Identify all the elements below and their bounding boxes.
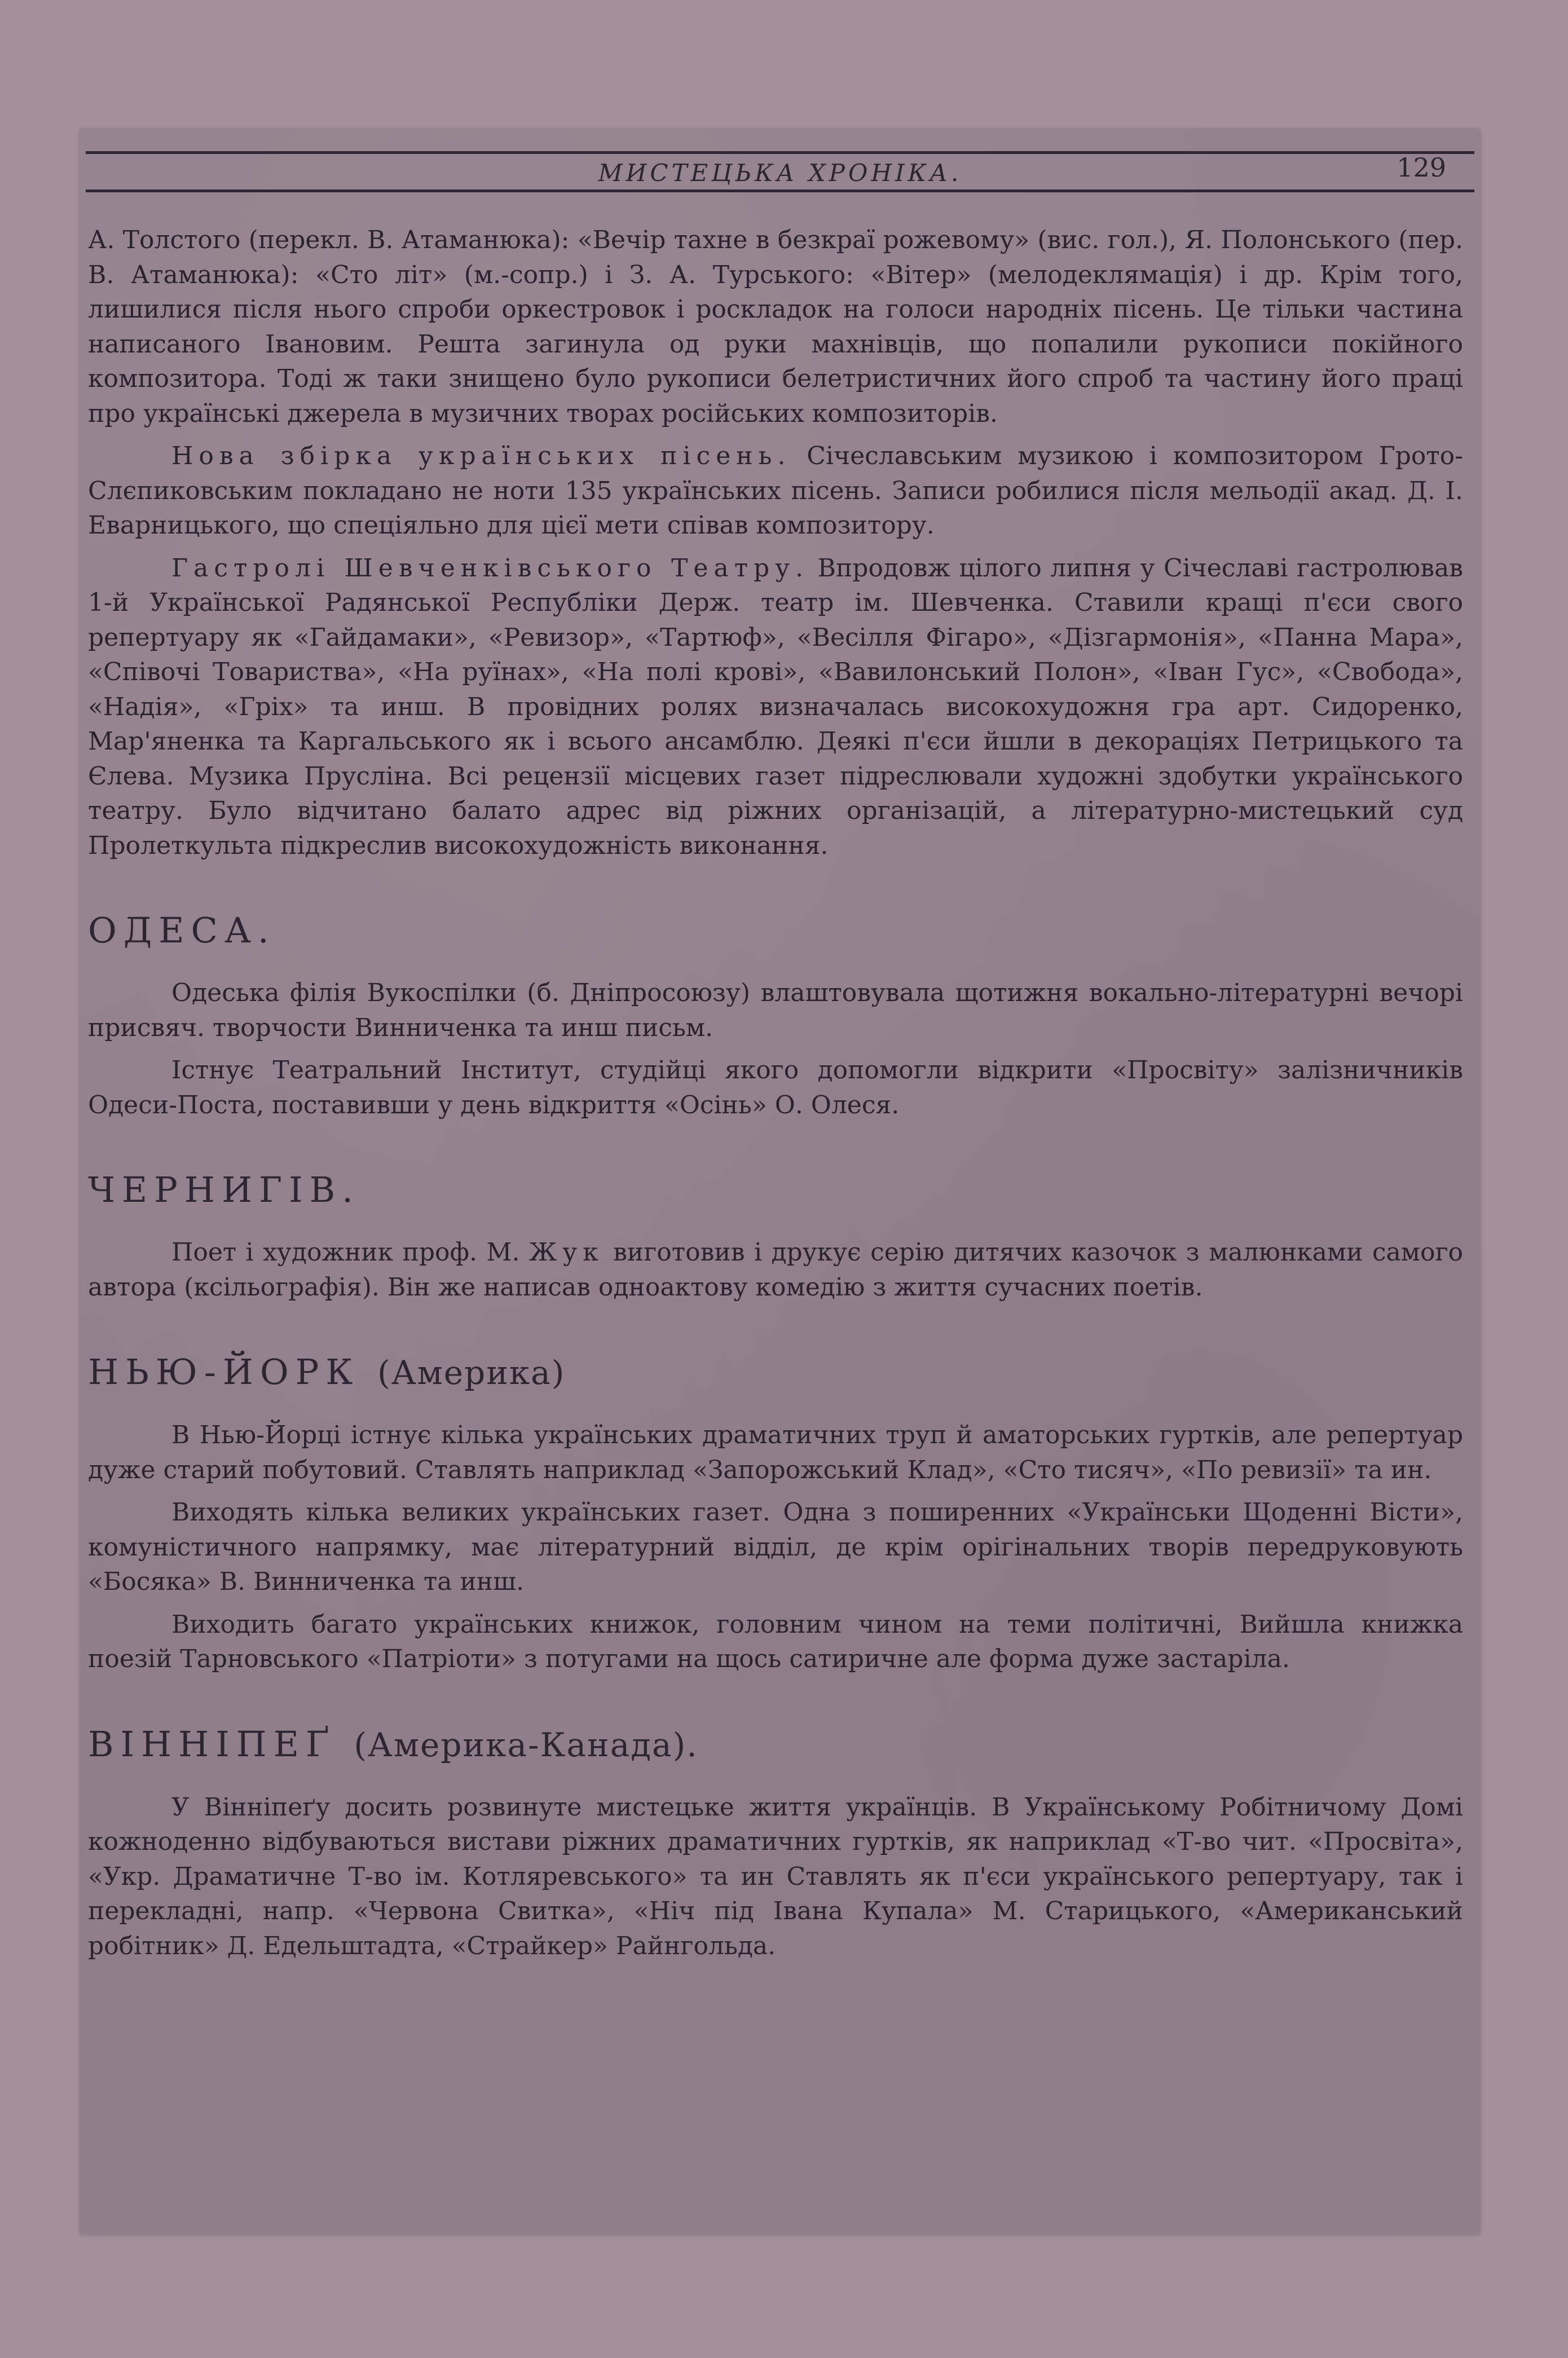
gastroli-text: Впродовж цілого липня у Січеславі гастролював 1-й Української Радянської Республіки Держ. театр ім. Шевченка. Ставили кращі п'єси свого репертуару як «Гайдамаки», «Ревизор», «Тартюф», «Весілля Фігаро», «Дізгармонія», «Панна Мара», «Співочі Товариства», «На руїнах», «На полі крові», «Вавилонський Полон», «Іван Гус», «Свобода», «Надія», «Гріх» та инш. В провідних ролях визначалась високохудожня гра арт. Сидоренко, Мар'яненка та Каргальського як і всього ансамблю. Деякі п'єси йшли в декораціях Петрицького та Єлева. Музика Пруcліна. Всі рецензії місцевих газет підреслювали художні здобутки українського театру. Було відчитано балато адрес від ріжних організацій, а літературно-мистецький суд Пролеткульта підкреслив високохудожність виконання. — [88, 553, 1463, 860]
winnipeg-heading-sub: (Америка-Канада). — [354, 1725, 698, 1764]
winnipeg-paragraph: У Вінніпеґу досить розвинуте мистецьке життя українців. В Українському Робітничому Домі кожноденно відбуваються вистави ріжних драматичних гуртків, як наприклад «Т-во чит. «Просвіта», «Укр. Драматичне Т-во ім. Котляревського» та ин Ставлять як п'єси українського репертуару, так і перекладні, напр. «Червона Свитка», «Ніч під Івана Купала» М. Старицького, «Американський робітник» Д. Едельштадта, «Страйкер» Райнгольда. — [88, 1792, 1463, 1960]
chernihiv-paragraph — [88, 1235, 1463, 1304]
running-title: МИСТЕЦЬКА ХРОНІКА. — [598, 159, 962, 187]
page-number: 129 — [1397, 152, 1446, 183]
chernihiv-text-before: Поет і художник проф. М. — [171, 1238, 529, 1267]
chernihiv-text-after: виготовив і друкує серію дитячих казочок з малюнками самого автора (ксільографія). Він же написав одноактову комедію з життя сучасних поетів. — [88, 1238, 1464, 1302]
nova-zbirka-lead: Нова збірка українських пісень. — [171, 442, 791, 470]
header-rule-top — [86, 151, 1474, 154]
gastroli-lead: Гастролі Шевченківського Театру. — [171, 553, 809, 583]
new-york-heading-sub: (Америка) — [377, 1354, 566, 1392]
nova-zbirka-text: Січеславським музикою і композитором Грото-Слєпиковським покладано не ноти 135 українських пісень. Записи робилися після мельодії акад. Д. І. Еварницького, що спеціяльно для цієї мети співав композитору. — [88, 442, 1463, 540]
nova-zbirka-paragraph — [88, 439, 1463, 543]
odesa-paragraph: Істнує Театральний Інститут, студійці якого допомогли відкрити «Просвіту» залізничників Одеси-Поста, поставивши у день відкриття «Осінь» О. Олеся. — [88, 1056, 1463, 1120]
chernihiv-heading: ЧЕРНИГІВ. — [88, 1169, 360, 1210]
gastroli-paragraph — [88, 551, 1463, 863]
winnipeg-heading — [88, 1722, 1463, 1768]
winnipeg-heading-main: ВІННІПЕҐ — [88, 1723, 336, 1765]
new-york-heading — [88, 1350, 1463, 1395]
page-content — [88, 223, 1463, 1971]
book-page — [80, 130, 1480, 2234]
new-york-paragraph: Виходять кілька великих українських газет. Одна з поширенних «Українськи Щоденні Вісти», комуністичного напрямку, має літературний відділ, де крім орігінальних творів передруковують «Босяка» В. Винниченка та инш. — [88, 1498, 1463, 1596]
header-rule-bottom — [86, 189, 1474, 192]
new-york-heading-main: НЬЮ-ЙОРК — [88, 1351, 360, 1392]
new-york-paragraph: Виходить багато українських книжок, головним чином на теми політичні, Вийшла книжка поезій Тарновського «Патріоти» з потугами на щось сатиричне але форма дуже застаріла. — [88, 1610, 1463, 1673]
odesa-heading: ОДЕСА. — [88, 910, 276, 951]
odesa-paragraph: Одеська філія Вукоспілки (б. Дніпросоюзу) влаштовувала щотижня вокально-літературні вечорі присвяч. творчости Винниченка та инш письм. — [88, 979, 1463, 1042]
continued-paragraph: А. Толстого (перекл. В. Атаманюка): «Вечір тахне в безкраї рожевому» (вис. гол.), Я. Полонського (пер. В. Атаманюка): «Сто літ» (м.-сопр.) і З. А. Турського: «Вітер» (мелодеклямація) і др. Крім того, лишилися після нього спроби оркестровок і роскладок на голоси народніх пісень. Це тільки частина написаного Івановим. Решта загинула од руки махнівців, що попалили рукописи покійного композитора. Тоді ж таки знищено було рукописи белетристичних його спроб та частину його праці про українські джерела в музичних творах російських композиторів. — [88, 226, 1463, 428]
new-york-paragraph: В Нью-Йорці істнує кілька українських драматичних труп й аматорських гуртків, але репертуар дуже старий побутовий. Ставлять наприклад «Запорожський Клад», «Сто тисяч», «По ревизії» та ин. — [88, 1421, 1463, 1484]
chernihiv-name: Жук — [528, 1238, 604, 1267]
